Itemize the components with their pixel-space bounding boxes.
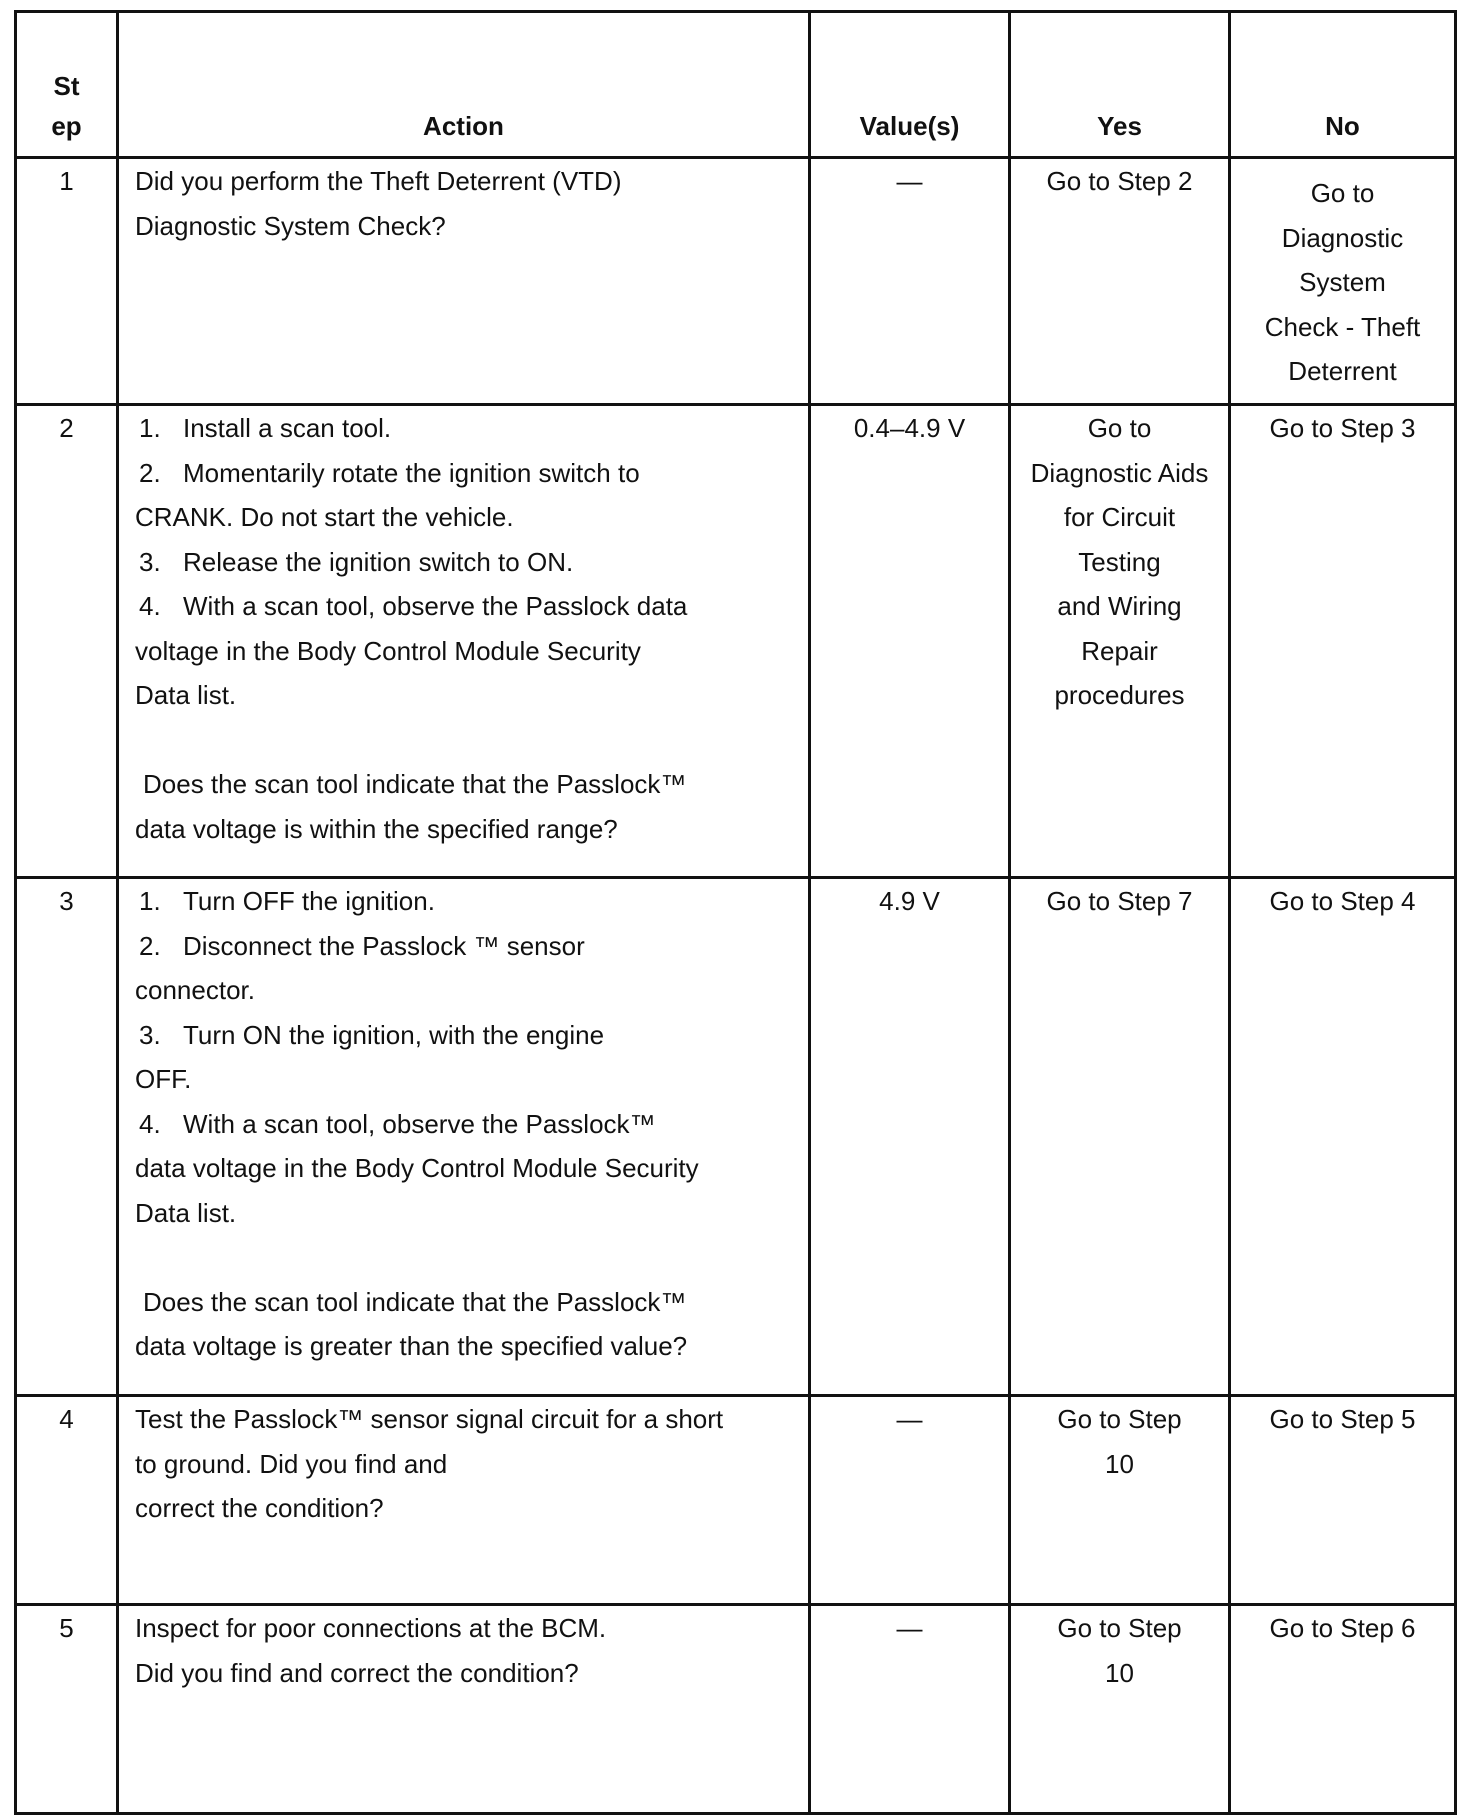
table-row <box>16 405 1456 878</box>
item-number: 2. <box>139 930 161 961</box>
no-cell <box>1230 1605 1456 1814</box>
action-item-continuation: Data list. <box>135 1197 237 1228</box>
item-text: Disconnect the Passlock ™ sensor <box>183 930 585 961</box>
value-cell: 4.9 V <box>810 878 1010 1396</box>
diagnostic-table <box>14 10 1457 1815</box>
action-item <box>135 1013 792 1058</box>
no-line: Go to Step 4 <box>1269 886 1416 916</box>
action-item <box>135 451 792 496</box>
step-number: 4 <box>16 1396 118 1605</box>
action-cell <box>118 1605 810 1814</box>
no-line: Go to Step 6 <box>1269 1613 1416 1643</box>
yes-line: Go to Step <box>1057 1404 1182 1434</box>
action-item-continuation: connector. <box>135 975 255 1005</box>
action-question: Does the scan tool indicate that the Passlock™ <box>143 769 687 799</box>
action-item <box>135 1102 792 1147</box>
item-number: 3. <box>139 1019 161 1050</box>
item-text: Turn ON the ignition, with the engine <box>183 1019 605 1050</box>
action-line: Diagnostic System Check? <box>135 210 446 241</box>
yes-line: Go to Step 2 <box>1046 166 1193 196</box>
table-row <box>16 1605 1456 1814</box>
header-step-line: St <box>53 71 80 101</box>
header-action: Action <box>118 12 810 158</box>
table-row <box>16 1396 1456 1605</box>
action-item <box>135 406 792 451</box>
yes-cell <box>1010 1396 1230 1605</box>
action-item-continuation: data voltage in the Body Control Module Security <box>135 1153 699 1183</box>
action-cell <box>118 405 810 878</box>
yes-line: and Wiring <box>1057 591 1182 621</box>
action-cell <box>118 878 810 1396</box>
item-number: 3. <box>139 546 161 577</box>
item-number: 4. <box>139 591 161 621</box>
action-item <box>135 540 792 585</box>
spacer <box>135 1235 792 1280</box>
step-number: 3 <box>16 878 118 1396</box>
table-row <box>16 158 1456 405</box>
yes-cell <box>1010 405 1230 878</box>
no-cell <box>1230 158 1456 405</box>
header-row <box>16 12 1456 158</box>
value-cell: — <box>810 1605 1010 1814</box>
action-line: Inspect for poor connections at the BCM. <box>135 1613 607 1643</box>
action-question: data voltage is greater than the specified value? <box>135 1331 688 1361</box>
item-number: 1. <box>139 886 161 916</box>
header-values: Value(s) <box>810 12 1010 158</box>
step-number: 1 <box>16 158 118 405</box>
value-cell: 0.4–4.9 V <box>810 405 1010 878</box>
no-line: Diagnostic <box>1281 222 1404 253</box>
value-cell: — <box>810 158 1010 405</box>
yes-line: Go to Step <box>1057 1613 1182 1643</box>
yes-line: Repair <box>1081 635 1158 666</box>
action-item <box>135 924 792 969</box>
yes-line: Go to Step 7 <box>1046 886 1193 916</box>
table-row <box>16 878 1456 1396</box>
header-step-line: ep <box>51 111 82 141</box>
action-item-continuation: Data list. <box>135 680 237 710</box>
action-item-continuation: CRANK. Do not start the vehicle. <box>135 502 514 532</box>
item-text: Release the ignition switch to ON. <box>183 546 574 577</box>
no-line: Deterrent <box>1288 356 1397 386</box>
action-line: Did you perform the Theft Deterrent (VTD) <box>135 166 622 196</box>
action-cell <box>118 1396 810 1605</box>
item-text: With a scan tool, observe the Passlock data <box>183 591 688 621</box>
item-number: 1. <box>139 413 161 443</box>
no-line: Go to Step 3 <box>1269 413 1416 443</box>
item-text: With a scan tool, observe the Passlock™ <box>183 1108 656 1139</box>
yes-cell <box>1010 1605 1230 1814</box>
no-cell <box>1230 1396 1456 1605</box>
action-cell <box>118 158 810 405</box>
yes-cell <box>1010 878 1230 1396</box>
yes-line: Diagnostic Aids <box>1030 457 1209 488</box>
spacer <box>135 718 792 763</box>
action-item-continuation: voltage in the Body Control Module Security <box>135 635 641 666</box>
no-cell <box>1230 878 1456 1396</box>
action-item-continuation: OFF. <box>135 1064 192 1094</box>
item-text: Install a scan tool. <box>183 413 392 443</box>
item-text: Momentarily rotate the ignition switch to <box>183 457 640 488</box>
item-text: Turn OFF the ignition. <box>183 886 435 916</box>
yes-line: 10 <box>1105 1657 1134 1688</box>
yes-cell <box>1010 158 1230 405</box>
action-line: Test the Passlock™ sensor signal circuit for a short <box>135 1404 724 1434</box>
action-item <box>135 879 792 924</box>
value-cell: — <box>810 1396 1010 1605</box>
action-line: to ground. Did you find and <box>135 1448 448 1479</box>
item-number: 2. <box>139 457 161 488</box>
action-line: correct the condition? <box>135 1493 384 1523</box>
header-step <box>16 12 118 158</box>
yes-line: procedures <box>1054 680 1185 710</box>
action-item <box>135 584 792 629</box>
header-yes: Yes <box>1010 12 1230 158</box>
yes-line: 10 <box>1105 1448 1134 1479</box>
no-line: System <box>1299 267 1386 297</box>
no-line: Go to <box>1310 178 1375 208</box>
no-line: Go to Step 5 <box>1269 1404 1416 1434</box>
no-line: Check - Theft <box>1264 311 1421 342</box>
step-number: 5 <box>16 1605 118 1814</box>
header-no: No <box>1230 12 1456 158</box>
action-line: Did you find and correct the condition? <box>135 1657 579 1688</box>
yes-line: Go to <box>1087 413 1152 443</box>
no-cell <box>1230 405 1456 878</box>
action-question: data voltage is within the specified range? <box>135 813 618 844</box>
step-number: 2 <box>16 405 118 878</box>
item-number: 4. <box>139 1108 161 1139</box>
yes-line: for Circuit <box>1063 502 1176 532</box>
yes-line: Testing <box>1078 546 1161 577</box>
action-question: Does the scan tool indicate that the Passlock™ <box>143 1286 687 1317</box>
